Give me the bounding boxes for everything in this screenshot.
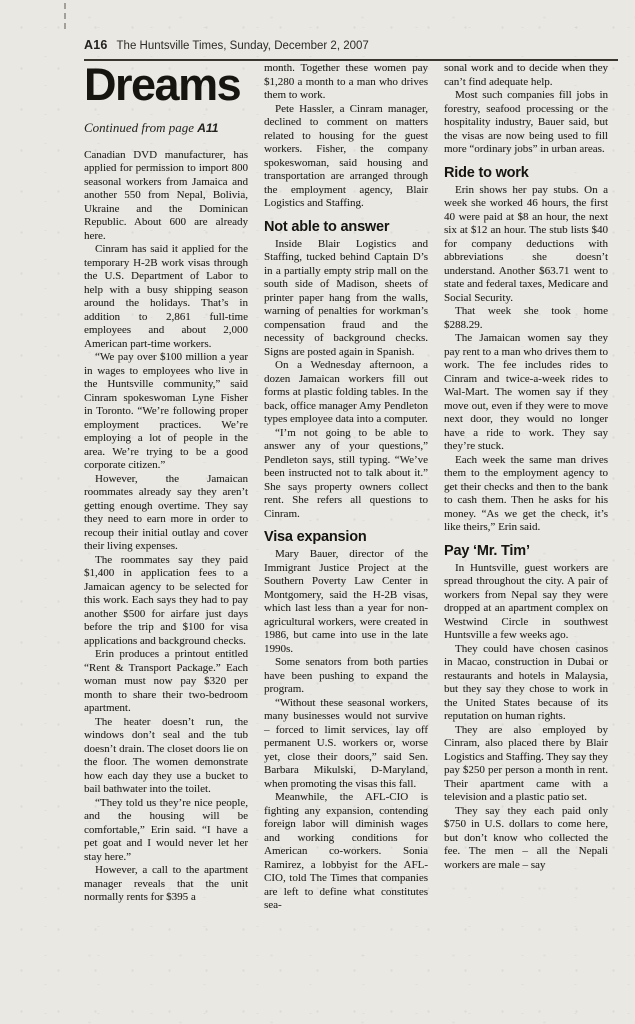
article-paragraph: Inside Blair Logistics and Staffing, tucked behind Captain D’s in a partially empty strip mall on the south side of Madison, sheets of printer paper hang from the walls, warning of penalties for workman’s compensation fraud and the necessity of background checks. Signs are posted again in Spanish. bbox=[264, 237, 428, 358]
article-paragraph: Cinram has said it applied for the temporary H-2B work visas through the U.S. Department of Labor to help with a busy shipping season around the holidays. That’s in addition to 2,861 full-time employees and about 2,000 American part-time workers. bbox=[84, 243, 248, 350]
article-paragraph: They are also employed by Cinram, also placed there by Blair Logistics and Staffing. They say they pay $250 per person a month in rent. Their apartment came with a television and a plastic patio set. bbox=[444, 723, 608, 803]
article-paragraph: Erin shows her pay stubs. On a week she worked 46 hours, the first 40 were paid at $8 an hour, the next six at $12 an hour. The stub lists $40 for company deductions with abbreviations she doesn’t understand. Another $63.71 went to state and federal taxes, Medicare and Social Security. bbox=[444, 183, 608, 304]
article-paragraph: “Without these seasonal workers, many businesses would not survive – forced to limit services, lay off permanent U.S. workers or, worse yet, close their doors,” said Sen. Barbara Mikulski, D-Maryland, when promoting the visas this fall. bbox=[264, 696, 428, 790]
article-paragraph: Canadian DVD manufacturer, has applied for permission to import 800 seasonal workers from Jamaica and another 550 from Nepal, Bolivia, Ukraine and the Dominican Republic. About 600 are already here. bbox=[84, 148, 248, 242]
article-paragraph: Most such companies fill jobs in forestry, seafood processing or the hospitality industry, Bauer said, but the visas are now being used to fill more “ordinary jobs” in urban areas. bbox=[444, 89, 608, 155]
article-column-3 bbox=[444, 62, 608, 913]
article-paragraph: However, a call to the apartment manager reveals that the unit normally rents for $395 a bbox=[84, 864, 248, 904]
article-paragraph: “They told us they’re nice people, and the housing will be comfortable,” Erin said. “I have a pet goat and I would never let her stay here.” bbox=[84, 796, 248, 863]
article-paragraph: That week she took home $288.29. bbox=[444, 305, 608, 331]
article-paragraph: They say they each paid only $750 in U.S. dollars to come here, but don’t know who collected the fee. The men – all the Nepali workers are male – say bbox=[444, 804, 608, 871]
section-heading-not-able-to-answer: Not able to answer bbox=[264, 218, 390, 235]
article-paragraph: Meanwhile, the AFL-CIO is fighting any expansion, contending foreign labor will diminish wages and working conditions for American co-workers. Sonia Ramirez, a lobbyist for the AFL-CIO, told The Times that companies are left to define what constitutes sea- bbox=[264, 791, 428, 911]
continuation-prefix: Continued from page bbox=[84, 119, 198, 135]
article-paragraph: “I’m not going to be able to answer any of your questions,” Pendleton says, still typing. “We’ve been instructed not to talk about it.” She says property owners collect rent. She refers all questions to Cinram. bbox=[264, 426, 428, 520]
section-heading-pay-mr-tim: Pay ‘Mr. Tim’ bbox=[444, 542, 530, 559]
article-paragraph: Each week the same man drives them to the employment agency to get their checks and then to the bank to cash them. Then he asks for his money. “As we get the check, it’s like theirs,” Erin said. bbox=[444, 453, 608, 533]
page-number: A16 bbox=[84, 38, 108, 52]
article-paragraph: On a Wednesday afternoon, a dozen Jamaican workers fill out forms at plastic folding tables. In the back, office manager Amy Pendleton types employee data into a computer. bbox=[264, 359, 428, 425]
section-heading-ride-to-work: Ride to work bbox=[444, 164, 529, 181]
article-column-2 bbox=[264, 62, 428, 913]
page-masthead bbox=[84, 36, 618, 61]
article-paragraph: month. Together these women pay $1,280 a month to a man who drives them to work. bbox=[264, 62, 428, 101]
article-paragraph: Pete Hassler, a Cinram manager, declined to comment on matters related to housing for the guest workers. Fisher, the company spokeswoman, said housing and transportation are arranged through the employment agency, Blair Logistics and Staffing. bbox=[264, 102, 428, 209]
article-body bbox=[84, 59, 608, 913]
article-headline: Dreams bbox=[84, 59, 241, 110]
article-paragraph: However, the Jamaican roommates already say they aren’t getting enough overtime. They say they need to earn more in order to recoup their initial outlay and cover their living expenses. bbox=[84, 472, 248, 553]
article-paragraph: The heater doesn’t run, the windows don’t seal and the tub doesn’t drain. The closet doors lie on the floor. The women demonstrate how each day they use a bucket to bail bathwater into the toilet. bbox=[84, 715, 248, 796]
article-paragraph: The roommates say they paid $1,400 in application fees to a Jamaican agency to be selected for this work. Each says they had to pay another $500 for airfare just days before the trip and $100 for visa applications and background checks. bbox=[84, 553, 248, 647]
section-heading-visa-expansion: Visa expansion bbox=[264, 529, 367, 545]
article-paragraph: Some senators from both parties have been pushing to expand the program. bbox=[264, 656, 428, 695]
article-paragraph: “We pay over $100 million a year in wages to employees who live in the Huntsville community,” said Cinram spokeswoman Lyne Fisher in Toronto. “We’re following proper employment practices. We’re employing a lot of people in the area. We’re trying to be a good corporate citizen.” bbox=[84, 351, 248, 472]
publication-dateline: The Huntsville Times, Sunday, December 2, 2007 bbox=[116, 40, 369, 52]
article-paragraph: The Jamaican women say they pay rent to a man who drives them to work. The fee includes rides to Cinram and twice-a-week rides to Wal-Mart. The women say if they move out, even if they were to move next door, they would no longer have a ride to work. They say they’re stuck. bbox=[444, 332, 608, 452]
article-paragraph: sonal work and to decide when they can’t find adequate help. bbox=[444, 62, 608, 88]
article-paragraph: In Huntsville, guest workers are spread throughout the city. A pair of workers from Nepal say they were dropped at an apartment complex on Westwind Circle in southwest Huntsville a few weeks ago. bbox=[444, 561, 608, 641]
continuation-page-ref: A11 bbox=[197, 120, 219, 135]
continuation-line bbox=[84, 120, 248, 136]
article-column-1 bbox=[84, 59, 248, 913]
article-paragraph: Mary Bauer, director of the Immigrant Justice Project at the Southern Poverty Law Center in Montgomery, said the H-2B visas, which last less than a year for non-agricultural workers, were created in 1986, but came into use in the late 1990s. bbox=[264, 548, 428, 655]
article-paragraph: They could have chosen casinos in Macao, construction in Dubai or restaurants and hotels in Malaysia, but they say they chose to work in the United States because of its reputation on human rights. bbox=[444, 642, 608, 722]
article-paragraph: Erin produces a printout entitled “Rent & Transport Package.” Each woman must now pay $320 per month to share their two-bedroom apartment. bbox=[84, 648, 248, 715]
scan-artifact-mark bbox=[64, 3, 66, 29]
